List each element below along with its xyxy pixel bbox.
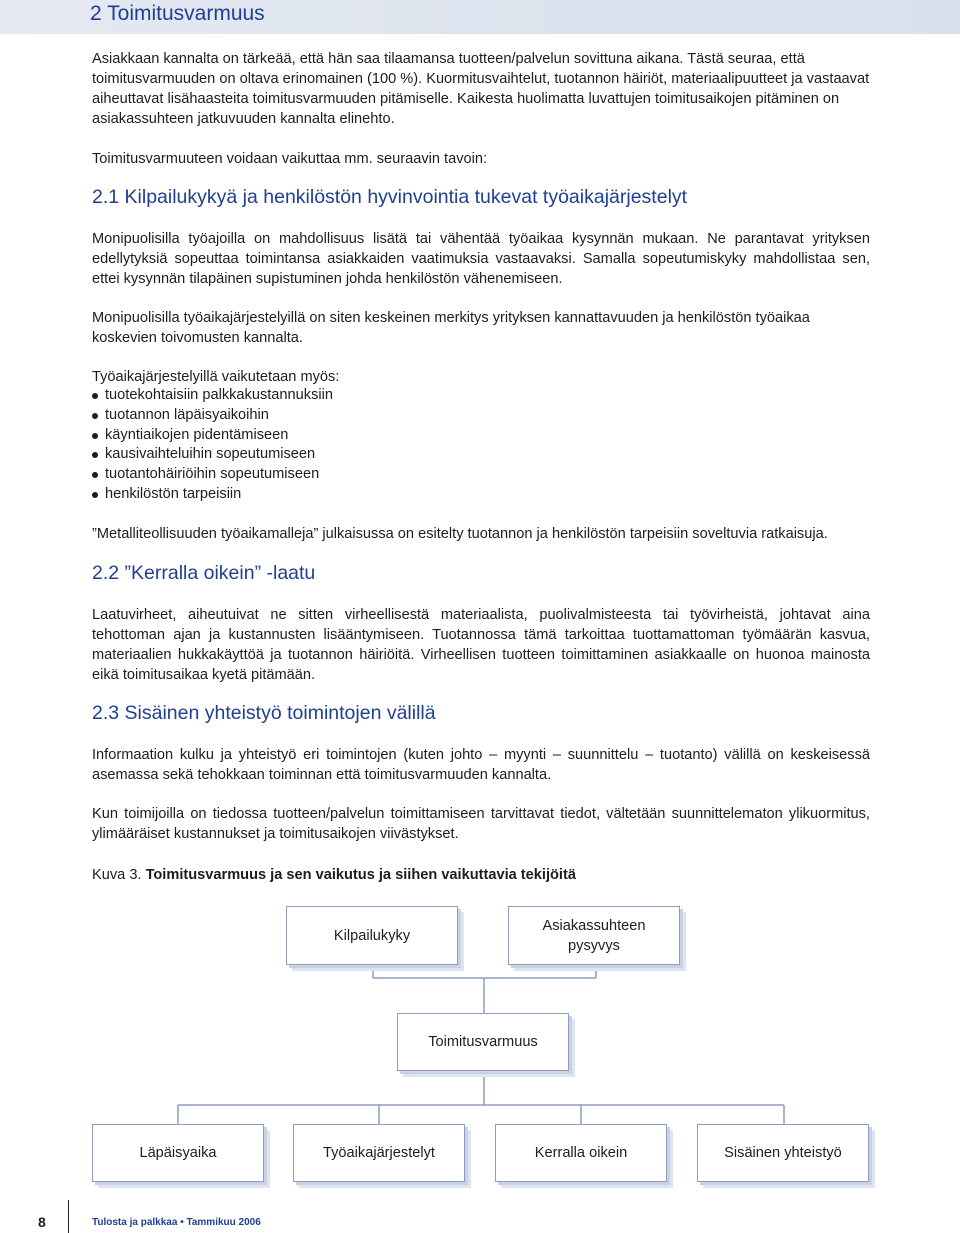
diagram-box-kilpailukyky: Kilpailukyky [286,906,458,965]
section-2-3-paragraph-1: Informaation kulku ja yhteistyö eri toimintojen (kuten johto – myynti – suunnittelu – tuotanto) välillä on keskeisessä asemassa sekä tehokkaan toiminnan että toimitusvarmuuden kannalta. [92,747,870,783]
page-title: 2 Toimitusvarmuus [90,2,265,25]
section-2-2-paragraph: Laatuvirheet, aiheutuivat ne sitten virheellisestä materiaalista, puolivalmisteesta tai työvirheistä, johtavat aina tehottoman ajan ja kustannusten lisääntymiseen. Tuotannossa tämä tarkoittaa tuottamattoman työmäärän kasvua, materiaalien hukkakäyttöä ja tuotannon häiriöitä. Virheellisen tuotteen toimittaminen asiakkaalle on huonoa mainosta eikä toimitusaikaa kyetä pitämään. [92,607,870,683]
section-2-3-title: 2.3 Sisäinen yhteistyö toimintojen välillä [92,702,436,724]
list-item: tuotannon läpäisyaikoihin [92,406,333,426]
list-item: käyntiaikojen pidentämiseen [92,426,333,446]
footer-separator: • [180,1217,184,1228]
diagram-box-tyoaikajarjestelyt: Työaikajärjestelyt [293,1124,465,1182]
diagram-box-kerralla-oikein: Kerralla oikein [495,1124,667,1182]
diagram-box-asiakassuhteen-pysyvys: Asiakassuhteen pysyvys [508,906,680,965]
footer-publication: Tulosta ja palkkaa [92,1217,178,1228]
section-2-1-paragraph-2: Monipuolisilla työaikajärjestelyillä on siten keskeinen merkitys yrityksen kannattavuuden ja henkilöstön työaikaa koskevien toivomusten kannalta. [92,310,810,346]
section-2-1-paragraph-3: ”Metalliteollisuuden työaikamalleja” julkaisussa on esitelty tuotannon ja henkilöstön tarpeisiin soveltuvia ratkaisuja. [92,526,828,542]
diagram-box-sisainen-yhteistyo: Sisäinen yhteistyö [697,1124,869,1182]
section-2-2-title: 2.2 ”Kerralla oikein” -laatu [92,562,316,584]
intro-paragraph: Asiakkaan kannalta on tärkeää, että hän saa tilaamansa tuotteen/palvelun sovittuna aikana. Tästä seuraa, että toimitusvarmuuden on oltava erinomainen (100 %). Kuormitusvaihtelut, tuotannon häiriöt, materiaalipuutteet ja vastaavat aiheuttavat lisähaasteita toimitusvarmuuden pitämiselle. Kaikesta huolimatta luvattujen toimitusaikojen pitäminen on asiakassuhteen jatkuvuuden kannalta elinehto. [92,51,870,127]
section-2-1-paragraph-1: Monipuolisilla työajoilla on mahdollisuus lisätä tai vähentää työaikaa kysynnän mukaan. Ne parantavat yrityksen edellytyksiä sopeuttaa toimintansa asiakkaiden vaatimuksia vastaavaksi. Samalla sopeutumiskyky mahdollistaa sen, ettei kysynnän tilapäinen supistuminen johda henkilöstön vähenemiseen. [92,231,870,287]
list-item: kausivaihteluihin sopeutumiseen [92,445,333,465]
diagram-box-toimitusvarmuus: Toimitusvarmuus [397,1013,569,1071]
footer-publication-line [92,1217,261,1228]
page-number: 8 [38,1214,46,1230]
diagram-box-lapaisyaika: Läpäisyaika [92,1124,264,1182]
list-item: henkilöstön tarpeisiin [92,485,333,505]
figure-label: Kuva 3. [92,867,142,883]
intro-lead-in: Toimitusvarmuuteen voidaan vaikuttaa mm. seuraavin tavoin: [92,151,488,167]
list-item: tuotekohtaisiin palkkakustannuksiin [92,386,333,406]
section-2-3-paragraph-2: Kun toimijoilla on tiedossa tuotteen/palvelun toimittamiseen tarvittavat tiedot, vältetään suunnittelematon ylikuormitus, ylimääräiset kustannukset ja toimitusaikojen viivästykset. [92,806,870,842]
bullet-list-intro: Työaikajärjestelyillä vaikutetaan myös: [92,369,340,385]
list-item: tuotantohäiriöihin sopeutumiseen [92,465,333,485]
footer-divider [68,1200,69,1233]
figure-title: Toimitusvarmuus ja sen vaikutus ja siihen vaikuttavia tekijöitä [145,867,576,883]
section-2-1-title: 2.1 Kilpailukykyä ja henkilöstön hyvinvointia tukevat työaikajärjestelyt [92,186,688,208]
footer-issue: Tammikuu 2006 [186,1217,261,1228]
